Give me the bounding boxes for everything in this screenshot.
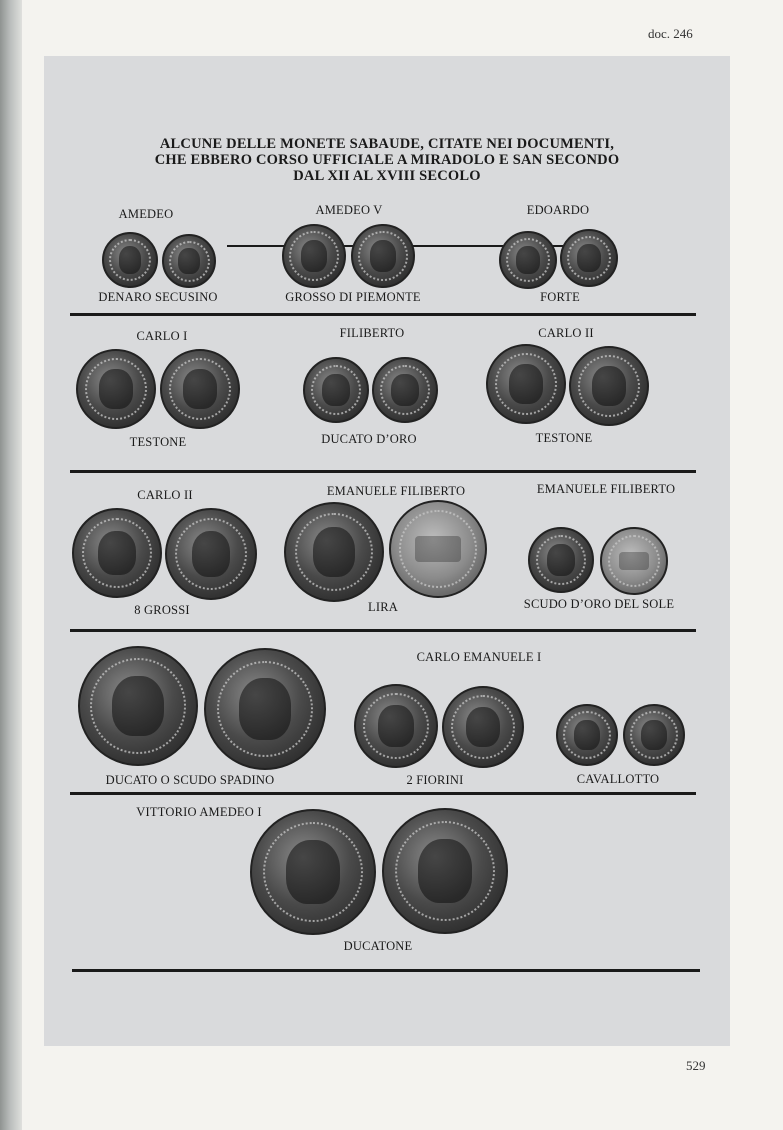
ruler-label: AMEDEO V	[315, 203, 383, 217]
ruler-label: EMANUELE FILIBERTO	[326, 484, 466, 498]
coin-lira-reverse	[389, 500, 487, 598]
title-line-2: CHE EBBERO CORSO UFFICIALE A MIRADOLO E SAN SECONDO	[154, 152, 620, 168]
coin-denaro-reverse	[162, 234, 216, 288]
coin-label: LIRA	[368, 600, 398, 614]
coin-2-fiorini-obverse	[354, 684, 438, 768]
section-divider	[70, 470, 696, 473]
coin-grosso-reverse	[351, 224, 415, 288]
ruler-label: VITTORIO AMEDEO I	[136, 805, 262, 819]
title-line-3: DAL XII AL XVIII SECOLO	[293, 168, 481, 184]
coin-8-grossi-obverse	[72, 508, 162, 598]
plate-title	[44, 136, 730, 184]
coin-label: DENARO SECUSINO	[98, 290, 218, 304]
title-line-1: ALCUNE DELLE MONETE SABAUDE, CITATE NEI DOCUMENTI,	[159, 136, 615, 152]
section-divider	[70, 629, 696, 632]
coin-label: 2 FIORINI	[406, 773, 464, 787]
coin-2-fiorini-reverse	[442, 686, 524, 768]
coin-testone-2-obverse	[486, 344, 566, 424]
coin-cavallotto-reverse	[623, 704, 685, 766]
section-divider	[70, 313, 696, 316]
coin-label: TESTONE	[129, 435, 187, 449]
coin-testone-2-reverse	[569, 346, 649, 426]
coin-ducatone-obverse	[250, 809, 376, 935]
ruler-label: CARLO II	[538, 326, 594, 340]
coin-forte-reverse	[560, 229, 618, 287]
coin-label: DUCATO D’ORO	[321, 432, 417, 446]
coin-lira-obverse	[284, 502, 384, 602]
book-gutter-shadow	[0, 0, 22, 1130]
coin-scudo-sole-obverse	[528, 527, 594, 593]
coin-testone-obverse	[76, 349, 156, 429]
ruler-label: CARLO I	[136, 329, 188, 343]
coin-label: 8 GROSSI	[134, 603, 190, 617]
coin-scudo-spadino-reverse	[204, 648, 326, 770]
coin-8-grossi-reverse	[165, 508, 257, 600]
coin-cavallotto-obverse	[556, 704, 618, 766]
ruler-label: EDOARDO	[526, 203, 590, 217]
page-number: 529	[686, 1058, 706, 1073]
coin-ducatone-reverse	[382, 808, 508, 934]
ruler-label: FILIBERTO	[339, 326, 405, 340]
coin-label: DUCATO O SCUDO SPADINO	[105, 773, 275, 787]
ruler-label: AMEDEO	[118, 207, 174, 221]
coin-label: TESTONE	[535, 431, 593, 445]
coin-forte-obverse	[499, 231, 557, 289]
document-reference: doc. 246	[648, 26, 693, 41]
coin-label: SCUDO D’ORO DEL SOLE	[523, 597, 675, 611]
coin-testone-reverse	[160, 349, 240, 429]
coin-label: CAVALLOTTO	[576, 772, 660, 786]
coin-denaro-obverse	[102, 232, 158, 288]
coin-ducato-oro-reverse	[372, 357, 438, 423]
coin-plate	[44, 56, 730, 1046]
bottom-divider	[72, 969, 700, 972]
section-divider	[70, 792, 696, 795]
coin-label: FORTE	[540, 290, 580, 304]
coin-scudo-sole-reverse	[600, 527, 668, 595]
ruler-label: EMANUELE FILIBERTO	[536, 482, 676, 496]
coin-scudo-spadino-obverse	[78, 646, 198, 766]
coin-grosso-obverse	[282, 224, 346, 288]
coin-label: DUCATONE	[343, 939, 413, 953]
ruler-label: CARLO II	[137, 488, 193, 502]
coin-label: GROSSO DI PIEMONTE	[285, 290, 421, 304]
coin-ducato-oro-obverse	[303, 357, 369, 423]
ruler-label: CARLO EMANUELE I	[416, 650, 542, 664]
